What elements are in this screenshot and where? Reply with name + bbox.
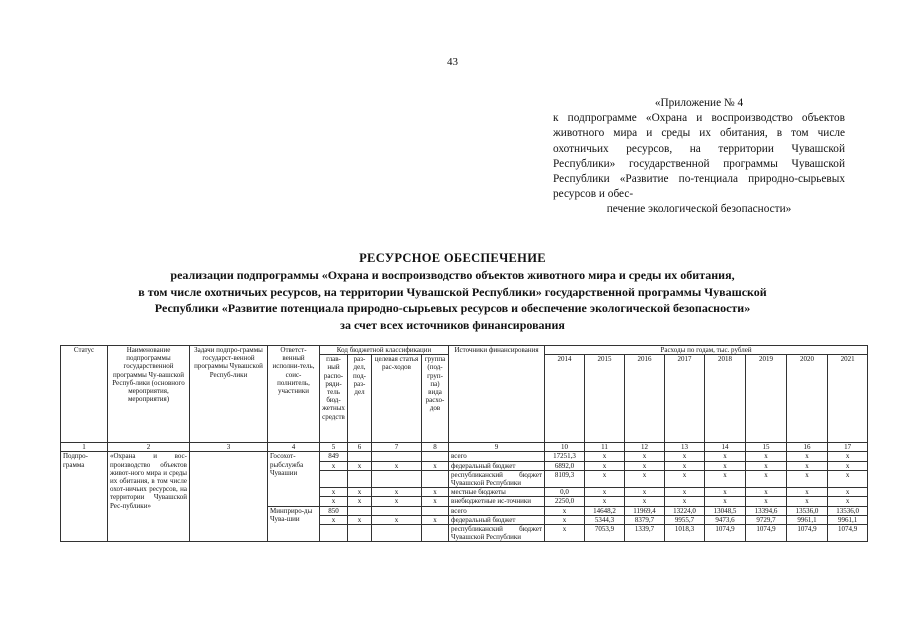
- appendix-last-line: печение экологической безопасности»: [606, 203, 792, 216]
- cell-vr: x: [422, 488, 449, 497]
- header-year: 2020: [787, 355, 828, 443]
- header-year: 2015: [585, 355, 625, 443]
- cell-value: x: [705, 497, 746, 506]
- cell-grbs: [320, 525, 348, 542]
- cell-grbs: x: [320, 461, 348, 470]
- cell-value: x: [545, 515, 585, 524]
- cell-value: x: [585, 461, 625, 470]
- header-csr: целевая статья рас-ходов: [372, 355, 422, 443]
- cell-value: x: [705, 470, 746, 487]
- heading-title: РЕСУРСНОЕ ОБЕСПЕЧЕНИЕ: [359, 251, 546, 265]
- cell-value: 13048,5: [705, 506, 746, 515]
- cell-value: 9961,1: [787, 515, 828, 524]
- cell-value: 13536,0: [828, 506, 868, 515]
- heading-line-3: Республики «Развитие потенциала природно-сырьевых ресурсов и обеспечение экологической безопасности»: [154, 301, 751, 316]
- cell-csr: [372, 452, 422, 461]
- cell-value: 1339,7: [625, 525, 665, 542]
- cell-csr: x: [372, 497, 422, 506]
- cell-value: 11969,4: [625, 506, 665, 515]
- cell-csr: x: [372, 488, 422, 497]
- cell-source: всего: [449, 506, 545, 515]
- cell-rzpr: [348, 525, 372, 542]
- heading-line-2: в том числе охотничьих ресурсов, на территории Чувашской Республики» государственной программы Чувашской: [138, 284, 767, 299]
- cell-rzpr: [348, 506, 372, 515]
- row-tasks: [190, 452, 268, 542]
- cell-value: 13224,0: [665, 506, 705, 515]
- header-expenses: Расходы по годам, тыс. рублей: [545, 346, 868, 355]
- cell-value: x: [705, 488, 746, 497]
- cell-value: 1074,9: [828, 525, 868, 542]
- header-vr: группа (под-груп-па) вида расхо-дов: [422, 355, 449, 443]
- col-number: 4: [268, 443, 320, 452]
- cell-value: 1074,9: [705, 525, 746, 542]
- cell-source: внебюджетные ис-точники: [449, 497, 545, 506]
- col-number: 6: [348, 443, 372, 452]
- col-number: 8: [422, 443, 449, 452]
- cell-value: 8379,7: [625, 515, 665, 524]
- cell-value: 1074,9: [746, 525, 787, 542]
- cell-value: x: [585, 488, 625, 497]
- appendix-block: [553, 96, 845, 218]
- cell-value: x: [665, 488, 705, 497]
- cell-value: 1074,9: [787, 525, 828, 542]
- document-heading: [60, 250, 845, 333]
- cell-rzpr: x: [348, 461, 372, 470]
- cell-value: 2250,0: [545, 497, 585, 506]
- cell-vr: [422, 506, 449, 515]
- appendix-body: к подпрограмме «Охрана и воспроизводство объектов животного мира и среды их обитания, в том числе охотничьих ресурсов, на территории Чувашской Республики» государственной программы Чувашской Республики «Развитие по-тенциала природно-сырьевых ресурсов и обес-: [553, 112, 845, 201]
- col-number: 2: [108, 443, 190, 452]
- cell-value: x: [545, 506, 585, 515]
- header-name: Наименование подпрограммы государственной программы Чу-вашской Респуб-лики (основного мероприятия, мероприятия): [108, 346, 190, 443]
- cell-value: 1018,3: [665, 525, 705, 542]
- cell-source: республиканский бюджет Чувашской Республики: [449, 470, 545, 487]
- cell-vr: x: [422, 497, 449, 506]
- cell-value: x: [787, 452, 828, 461]
- resource-table: [60, 345, 868, 542]
- cell-value: x: [746, 470, 787, 487]
- cell-value: 9955,7: [665, 515, 705, 524]
- cell-source: всего: [449, 452, 545, 461]
- header-year: 2018: [705, 355, 746, 443]
- col-number: 15: [746, 443, 787, 452]
- cell-value: x: [828, 497, 868, 506]
- table-row: [61, 452, 868, 461]
- cell-value: x: [746, 497, 787, 506]
- header-year: 2016: [625, 355, 665, 443]
- cell-value: 17251,3: [545, 452, 585, 461]
- cell-value: x: [746, 452, 787, 461]
- header-year: 2017: [665, 355, 705, 443]
- cell-value: 9729,7: [746, 515, 787, 524]
- cell-value: x: [665, 497, 705, 506]
- cell-csr: [372, 470, 422, 487]
- cell-value: 14648,2: [585, 506, 625, 515]
- cell-value: x: [665, 461, 705, 470]
- header-tasks: Задачи подпро-граммы государст-венной программы Чувашской Респуб-лики: [190, 346, 268, 443]
- cell-value: x: [787, 461, 828, 470]
- cell-vr: [422, 525, 449, 542]
- cell-value: x: [665, 470, 705, 487]
- cell-csr: x: [372, 461, 422, 470]
- cell-value: 8109,3: [545, 470, 585, 487]
- cell-value: 6892,0: [545, 461, 585, 470]
- cell-value: x: [625, 497, 665, 506]
- cell-grbs: 850: [320, 506, 348, 515]
- cell-value: x: [545, 525, 585, 542]
- cell-value: x: [705, 461, 746, 470]
- cell-value: x: [828, 461, 868, 470]
- cell-vr: x: [422, 515, 449, 524]
- cell-grbs: [320, 470, 348, 487]
- cell-grbs: 849: [320, 452, 348, 461]
- heading-line-1: реализации подпрограммы «Охрана и воспроизводство объектов животного мира и среды их обитания,: [170, 268, 735, 282]
- header-year: 2019: [746, 355, 787, 443]
- cell-value: x: [746, 461, 787, 470]
- col-number: 5: [320, 443, 348, 452]
- row-responsible: Госохот-рыбслужба Чувашии: [268, 452, 320, 506]
- cell-csr: [372, 506, 422, 515]
- header-sources: Источники финансирования: [449, 346, 545, 443]
- cell-value: 9961,1: [828, 515, 868, 524]
- cell-grbs: x: [320, 497, 348, 506]
- cell-value: x: [585, 452, 625, 461]
- heading-line-4: за счет всех источников финансирования: [340, 317, 565, 332]
- col-number: 16: [787, 443, 828, 452]
- cell-value: x: [787, 497, 828, 506]
- cell-value: x: [665, 452, 705, 461]
- cell-grbs: x: [320, 515, 348, 524]
- header-budget-code: Код бюджетной классификации: [320, 346, 449, 355]
- row-responsible: Минприро-ды Чува-шии: [268, 506, 320, 542]
- cell-source: федеральный бюджет: [449, 461, 545, 470]
- cell-source: местные бюджеты: [449, 488, 545, 497]
- cell-rzpr: x: [348, 497, 372, 506]
- cell-value: x: [625, 488, 665, 497]
- header-year: 2014: [545, 355, 585, 443]
- header-responsible: Ответст-венный исполни-тель, соис-полнитель, участники: [268, 346, 320, 443]
- header-grbs: глав-ный распо-ряди-тель бюд-жетных средств: [320, 355, 348, 443]
- header-status: Статус: [61, 346, 108, 443]
- cell-value: x: [625, 470, 665, 487]
- page-number: 43: [447, 56, 458, 68]
- appendix-title: «Приложение № 4: [654, 97, 744, 109]
- cell-value: 9473,6: [705, 515, 746, 524]
- cell-value: 13536,0: [787, 506, 828, 515]
- col-number: 14: [705, 443, 746, 452]
- cell-value: 5344,3: [585, 515, 625, 524]
- col-number: 1: [61, 443, 108, 452]
- cell-value: x: [746, 488, 787, 497]
- cell-csr: x: [372, 515, 422, 524]
- cell-value: 0,0: [545, 488, 585, 497]
- cell-grbs: x: [320, 488, 348, 497]
- cell-value: x: [787, 470, 828, 487]
- cell-value: x: [828, 488, 868, 497]
- col-number: 17: [828, 443, 868, 452]
- cell-value: 13394,6: [746, 506, 787, 515]
- col-number: 9: [449, 443, 545, 452]
- cell-value: x: [585, 497, 625, 506]
- cell-value: x: [787, 488, 828, 497]
- cell-vr: [422, 452, 449, 461]
- cell-value: x: [828, 470, 868, 487]
- col-number: 11: [585, 443, 625, 452]
- cell-csr: [372, 525, 422, 542]
- cell-rzpr: x: [348, 515, 372, 524]
- cell-source: федеральный бюджет: [449, 515, 545, 524]
- col-number: 13: [665, 443, 705, 452]
- cell-value: x: [625, 461, 665, 470]
- cell-value: x: [828, 452, 868, 461]
- col-number: 7: [372, 443, 422, 452]
- cell-vr: [422, 470, 449, 487]
- row-program-name: «Охрана и вос-производство объектов живот-ного мира и среды их обитания, в том числе охот-ничьих ресурсов, на территории Чувашской Рес-публики»: [108, 452, 190, 542]
- cell-value: x: [705, 452, 746, 461]
- cell-value: 7053,9: [585, 525, 625, 542]
- col-number: 10: [545, 443, 585, 452]
- cell-rzpr: [348, 470, 372, 487]
- header-rzpr: раз-дел, под-раз-дел: [348, 355, 372, 443]
- col-number: 3: [190, 443, 268, 452]
- cell-value: x: [585, 470, 625, 487]
- col-number: 12: [625, 443, 665, 452]
- cell-vr: x: [422, 461, 449, 470]
- cell-rzpr: [348, 452, 372, 461]
- header-year: 2021: [828, 355, 868, 443]
- cell-source: республиканский бюджет Чувашской Республики: [449, 525, 545, 542]
- cell-value: x: [625, 452, 665, 461]
- row-status: Подпро-грамма: [61, 452, 108, 542]
- cell-rzpr: x: [348, 488, 372, 497]
